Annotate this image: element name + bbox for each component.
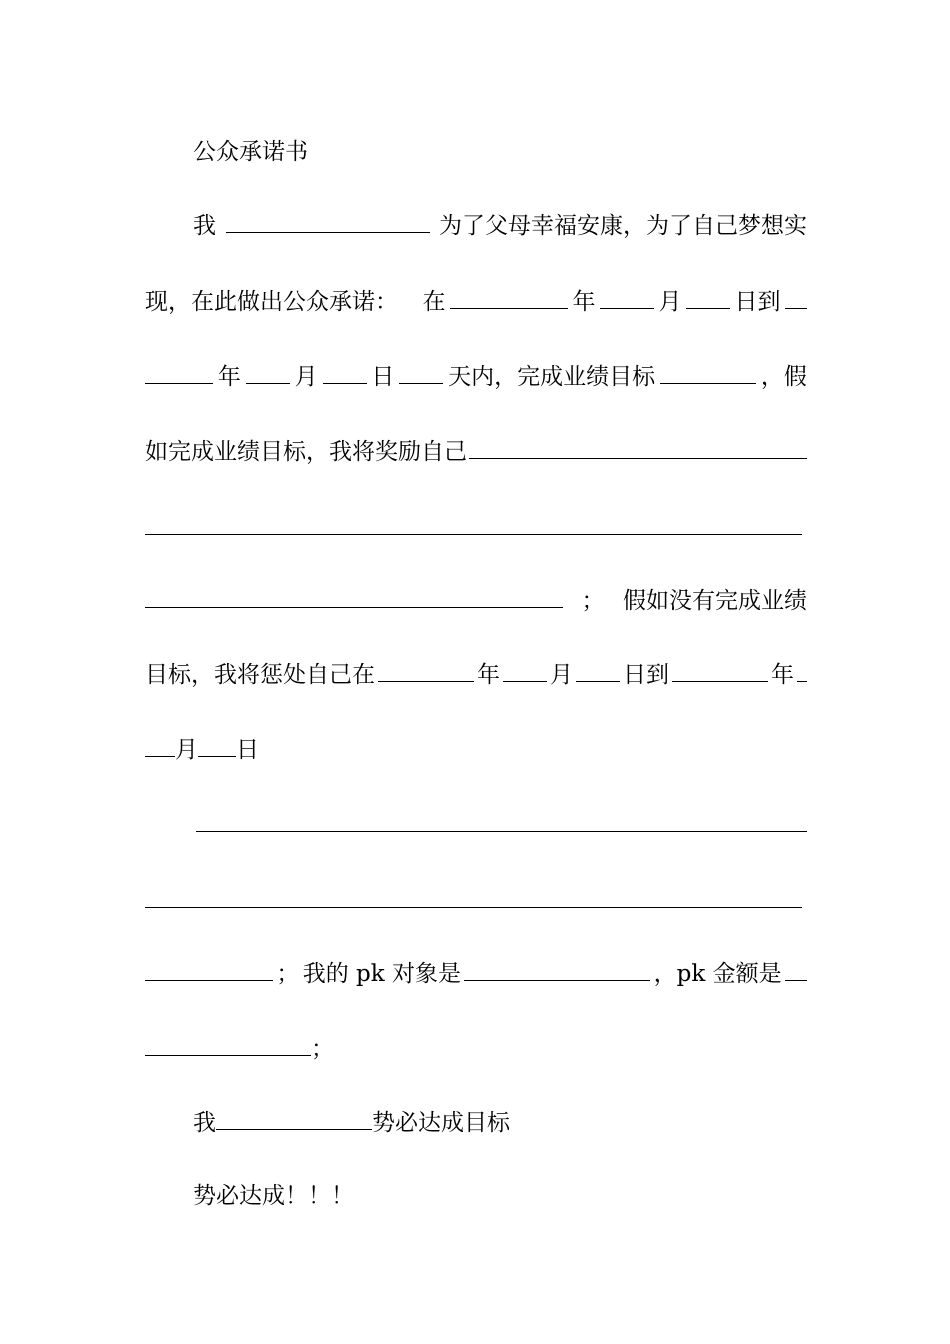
paragraph-line-11: [145, 958, 807, 989]
line1-text-a: 我: [193, 213, 216, 239]
line2-text-d: 月: [658, 289, 682, 315]
pledger-name-blank[interactable]: [216, 1107, 372, 1130]
end-year-blank-part2[interactable]: [145, 361, 213, 384]
line8-text-a: 月: [175, 737, 198, 763]
penalty-end-day-blank[interactable]: [198, 734, 236, 757]
line3-text-a: 年: [217, 364, 241, 390]
line6-text-a: ；: [581, 588, 605, 614]
goal-blank[interactable]: [660, 361, 756, 384]
paragraph-line-7: [145, 659, 807, 690]
penalty-blank-line-2[interactable]: [145, 907, 802, 908]
penalty-blank-line-1[interactable]: [196, 831, 807, 832]
line1-text-b: 为了父母幸福安康，为了自己梦想实: [439, 213, 807, 239]
document-title: [193, 137, 855, 167]
end-month-blank[interactable]: [246, 361, 290, 384]
line2-text-c: 年: [572, 289, 596, 315]
reward-blank-line-3[interactable]: [145, 585, 563, 608]
line7-text-c: 月: [550, 662, 573, 688]
start-month-blank[interactable]: [600, 286, 654, 309]
paragraph-line-4: [145, 436, 807, 467]
line12-text-a: ；: [311, 1036, 334, 1062]
days-blank[interactable]: [399, 361, 443, 384]
line7-text-d: 日到: [623, 662, 669, 688]
title-text: 公众承诺书: [193, 139, 308, 165]
line2-text-e: 日到: [734, 289, 781, 315]
line11-text-a: ；: [276, 961, 300, 987]
line13-text-a: 我: [193, 1110, 216, 1136]
paragraph-line-1: [193, 210, 807, 241]
name-blank[interactable]: [226, 210, 430, 233]
penalty-start-year-blank[interactable]: [378, 659, 474, 682]
penalty-blank-line-3[interactable]: [145, 958, 273, 981]
paragraph-line-3: [145, 361, 807, 392]
line13-text-b: 势必达成目标: [372, 1110, 510, 1136]
paragraph-line-8: [145, 734, 807, 765]
pk-amount-blank-part2[interactable]: [145, 1033, 311, 1056]
line4-text-a: 如完成业绩目标，我将奖励自己: [145, 439, 467, 465]
line3-text-c: 日: [371, 364, 395, 390]
penalty-end-year-blank[interactable]: [672, 659, 768, 682]
paragraph-line-2: [145, 286, 807, 317]
line11-text-c: ，pk 金额是: [653, 961, 782, 987]
end-day-blank[interactable]: [323, 361, 367, 384]
line2-text-a: 现，在此做出公众承诺：: [145, 289, 398, 315]
penalty-start-day-blank[interactable]: [576, 659, 620, 682]
penalty-start-month-blank[interactable]: [503, 659, 547, 682]
reward-blank[interactable]: [469, 436, 807, 459]
line3-text-b: 月: [294, 364, 318, 390]
reward-blank-line-2[interactable]: [145, 534, 802, 535]
paragraph-line-6: [145, 585, 807, 616]
pk-amount-blank-part1[interactable]: [785, 958, 807, 981]
end-year-blank-part1[interactable]: [785, 286, 807, 309]
line8-text-b: 日: [236, 737, 259, 763]
line7-text-a: 目标，我将惩处自己在: [145, 662, 375, 688]
start-day-blank[interactable]: [686, 286, 730, 309]
line6-text-b: 假如没有完成业绩: [623, 588, 807, 614]
line2-text-b: 在: [422, 289, 446, 315]
line11-text-b: 我的 pk 对象是: [302, 961, 461, 987]
penalty-end-month-blank-part2[interactable]: [145, 734, 175, 757]
line3-text-e: ，假: [760, 364, 807, 390]
start-year-blank[interactable]: [450, 286, 568, 309]
paragraph-line-14: [193, 1181, 855, 1211]
paragraph-line-12: [145, 1033, 807, 1064]
closing-slogan: 势必达成！！！: [193, 1183, 354, 1209]
line7-text-b: 年: [477, 662, 500, 688]
line7-text-e: 年: [771, 662, 794, 688]
paragraph-line-13: [193, 1107, 855, 1138]
penalty-end-month-blank-part1[interactable]: [797, 659, 807, 682]
line3-text-d: 天内，完成业绩目标: [448, 364, 656, 390]
pk-opponent-blank[interactable]: [464, 958, 650, 981]
